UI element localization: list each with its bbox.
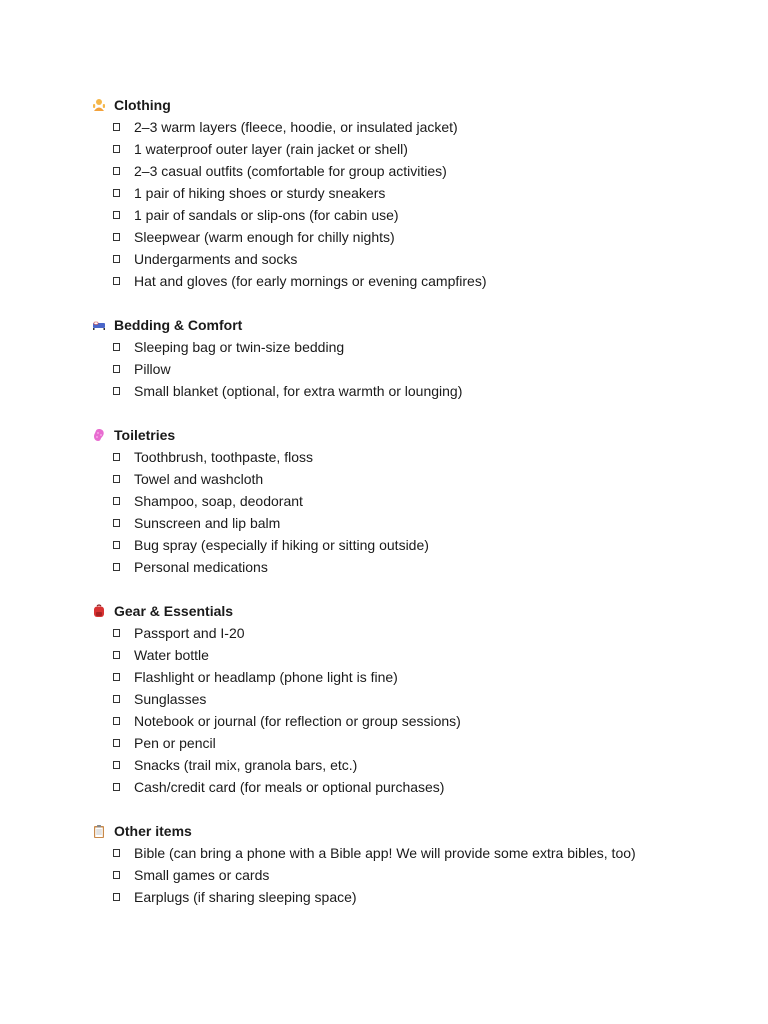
- checkbox[interactable]: [113, 189, 120, 197]
- checkbox[interactable]: [113, 145, 120, 153]
- section-toiletries: [92, 424, 732, 578]
- checklist-item: [92, 688, 732, 710]
- checkbox[interactable]: [113, 255, 120, 263]
- section-title: Bedding & Comfort: [114, 317, 243, 333]
- checklist-item: [92, 512, 732, 534]
- checklist-item-text: Sunglasses: [134, 691, 207, 707]
- checklist-item: [92, 380, 732, 402]
- checklist-item-text: Cash/credit card (for meals or optional purchases): [134, 779, 445, 795]
- checklist-item-text: Sunscreen and lip balm: [134, 515, 281, 531]
- checkbox[interactable]: [113, 233, 120, 241]
- checkbox[interactable]: [113, 563, 120, 571]
- checklist-item: [92, 160, 732, 182]
- section-heading: [92, 600, 732, 622]
- checklist-item-text: Sleeping bag or twin-size bedding: [134, 339, 345, 355]
- checkbox[interactable]: [113, 453, 120, 461]
- checklist-item: [92, 248, 732, 270]
- checklist-item: [92, 468, 732, 490]
- section-heading: [92, 424, 732, 446]
- person-gesturing-icon: [92, 98, 106, 112]
- checklist-item-text: 1 pair of sandals or slip-ons (for cabin use): [134, 207, 399, 223]
- checklist-item-text: Undergarments and socks: [134, 251, 298, 267]
- checkbox[interactable]: [113, 717, 120, 725]
- checkbox[interactable]: [113, 277, 120, 285]
- checklist-item: [92, 864, 732, 886]
- checklist-item-text: Small blanket (optional, for extra warmth or lounging): [134, 383, 463, 399]
- checklist-item-text: Notebook or journal (for reflection or group sessions): [134, 713, 461, 729]
- checkbox[interactable]: [113, 475, 120, 483]
- checklist-item: [92, 886, 732, 908]
- checklist-item: [92, 490, 732, 512]
- checklist: [92, 842, 732, 908]
- checklist-item: [92, 358, 732, 380]
- checklist-item: [92, 622, 732, 644]
- section-heading: [92, 314, 732, 336]
- checkbox[interactable]: [113, 761, 120, 769]
- checklist-item: [92, 776, 732, 798]
- checkbox[interactable]: [113, 739, 120, 747]
- checkbox[interactable]: [113, 211, 120, 219]
- checkbox[interactable]: [113, 519, 120, 527]
- checklist-item-text: Earplugs (if sharing sleeping space): [134, 889, 357, 905]
- checklist-item-text: Pen or pencil: [134, 735, 216, 751]
- checklist-item-text: Small games or cards: [134, 867, 270, 883]
- checkbox[interactable]: [113, 167, 120, 175]
- checkbox[interactable]: [113, 651, 120, 659]
- checklist-item: [92, 138, 732, 160]
- checklist-item-text: Toothbrush, toothpaste, floss: [134, 449, 313, 465]
- section-heading: [92, 94, 732, 116]
- section-bedding-comfort: [92, 314, 732, 402]
- checkbox[interactable]: [113, 673, 120, 681]
- checklist-item: [92, 116, 732, 138]
- checklist-item-text: Bug spray (especially if hiking or sitting outside): [134, 537, 429, 553]
- checklist: [92, 622, 732, 798]
- checklist-item-text: Pillow: [134, 361, 171, 377]
- checkbox[interactable]: [113, 849, 120, 857]
- checklist: [92, 446, 732, 578]
- checklist: [92, 116, 732, 292]
- checkbox[interactable]: [113, 783, 120, 791]
- checklist-item: [92, 644, 732, 666]
- bed-icon: [92, 318, 106, 332]
- section-heading: [92, 820, 732, 842]
- checklist-item-text: Flashlight or headlamp (phone light is fine): [134, 669, 398, 685]
- checklist-item: [92, 754, 732, 776]
- section-gear-essentials: [92, 600, 732, 798]
- backpack-icon: [92, 604, 106, 618]
- checklist-item: [92, 446, 732, 468]
- checklist-item-text: 2–3 casual outfits (comfortable for group activities): [134, 163, 447, 179]
- checklist-item-text: Towel and washcloth: [134, 471, 264, 487]
- section-clothing: [92, 94, 732, 292]
- checklist-item: [92, 732, 732, 754]
- checkbox[interactable]: [113, 343, 120, 351]
- checklist-item: [92, 710, 732, 732]
- checkbox[interactable]: [113, 123, 120, 131]
- section-title: Clothing: [114, 97, 171, 113]
- checklist-item-text: Water bottle: [134, 647, 209, 663]
- checklist-item: [92, 842, 732, 864]
- section-title: Gear & Essentials: [114, 603, 234, 619]
- checkbox[interactable]: [113, 695, 120, 703]
- checklist: [92, 336, 732, 402]
- checklist-item-text: Hat and gloves (for early mornings or evening campfires): [134, 273, 487, 289]
- checklist-item-text: Personal medications: [134, 559, 268, 575]
- checklist-item-text: 1 waterproof outer layer (rain jacket or shell): [134, 141, 408, 157]
- clipboard-icon: [92, 824, 106, 838]
- checkbox[interactable]: [113, 871, 120, 879]
- checkbox[interactable]: [113, 893, 120, 901]
- checklist-item: [92, 534, 732, 556]
- section-title: Other items: [114, 823, 192, 839]
- sponge-icon: [92, 428, 106, 442]
- checklist-item: [92, 226, 732, 248]
- checklist-item-text: 2–3 warm layers (fleece, hoodie, or insulated jacket): [134, 119, 458, 135]
- checklist-item: [92, 666, 732, 688]
- checkbox[interactable]: [113, 387, 120, 395]
- section-other-items: [92, 820, 732, 908]
- packing-list: [92, 94, 732, 930]
- checkbox[interactable]: [113, 629, 120, 637]
- checkbox[interactable]: [113, 365, 120, 373]
- checkbox[interactable]: [113, 541, 120, 549]
- checklist-item-text: Shampoo, soap, deodorant: [134, 493, 303, 509]
- checklist-item-text: Sleepwear (warm enough for chilly nights): [134, 229, 395, 245]
- checklist-item: [92, 182, 732, 204]
- checklist-item: [92, 336, 732, 358]
- section-title: Toiletries: [114, 427, 176, 443]
- checklist-item-text: 1 pair of hiking shoes or sturdy sneakers: [134, 185, 386, 201]
- checklist-item-text: Snacks (trail mix, granola bars, etc.): [134, 757, 358, 773]
- checkbox[interactable]: [113, 497, 120, 505]
- checklist-item: [92, 204, 732, 226]
- checklist-item-text: Bible (can bring a phone with a Bible app! We will provide some extra bibles, too): [134, 845, 636, 861]
- checklist-item-text: Passport and I-20: [134, 625, 245, 641]
- checklist-item: [92, 556, 732, 578]
- checklist-item: [92, 270, 732, 292]
